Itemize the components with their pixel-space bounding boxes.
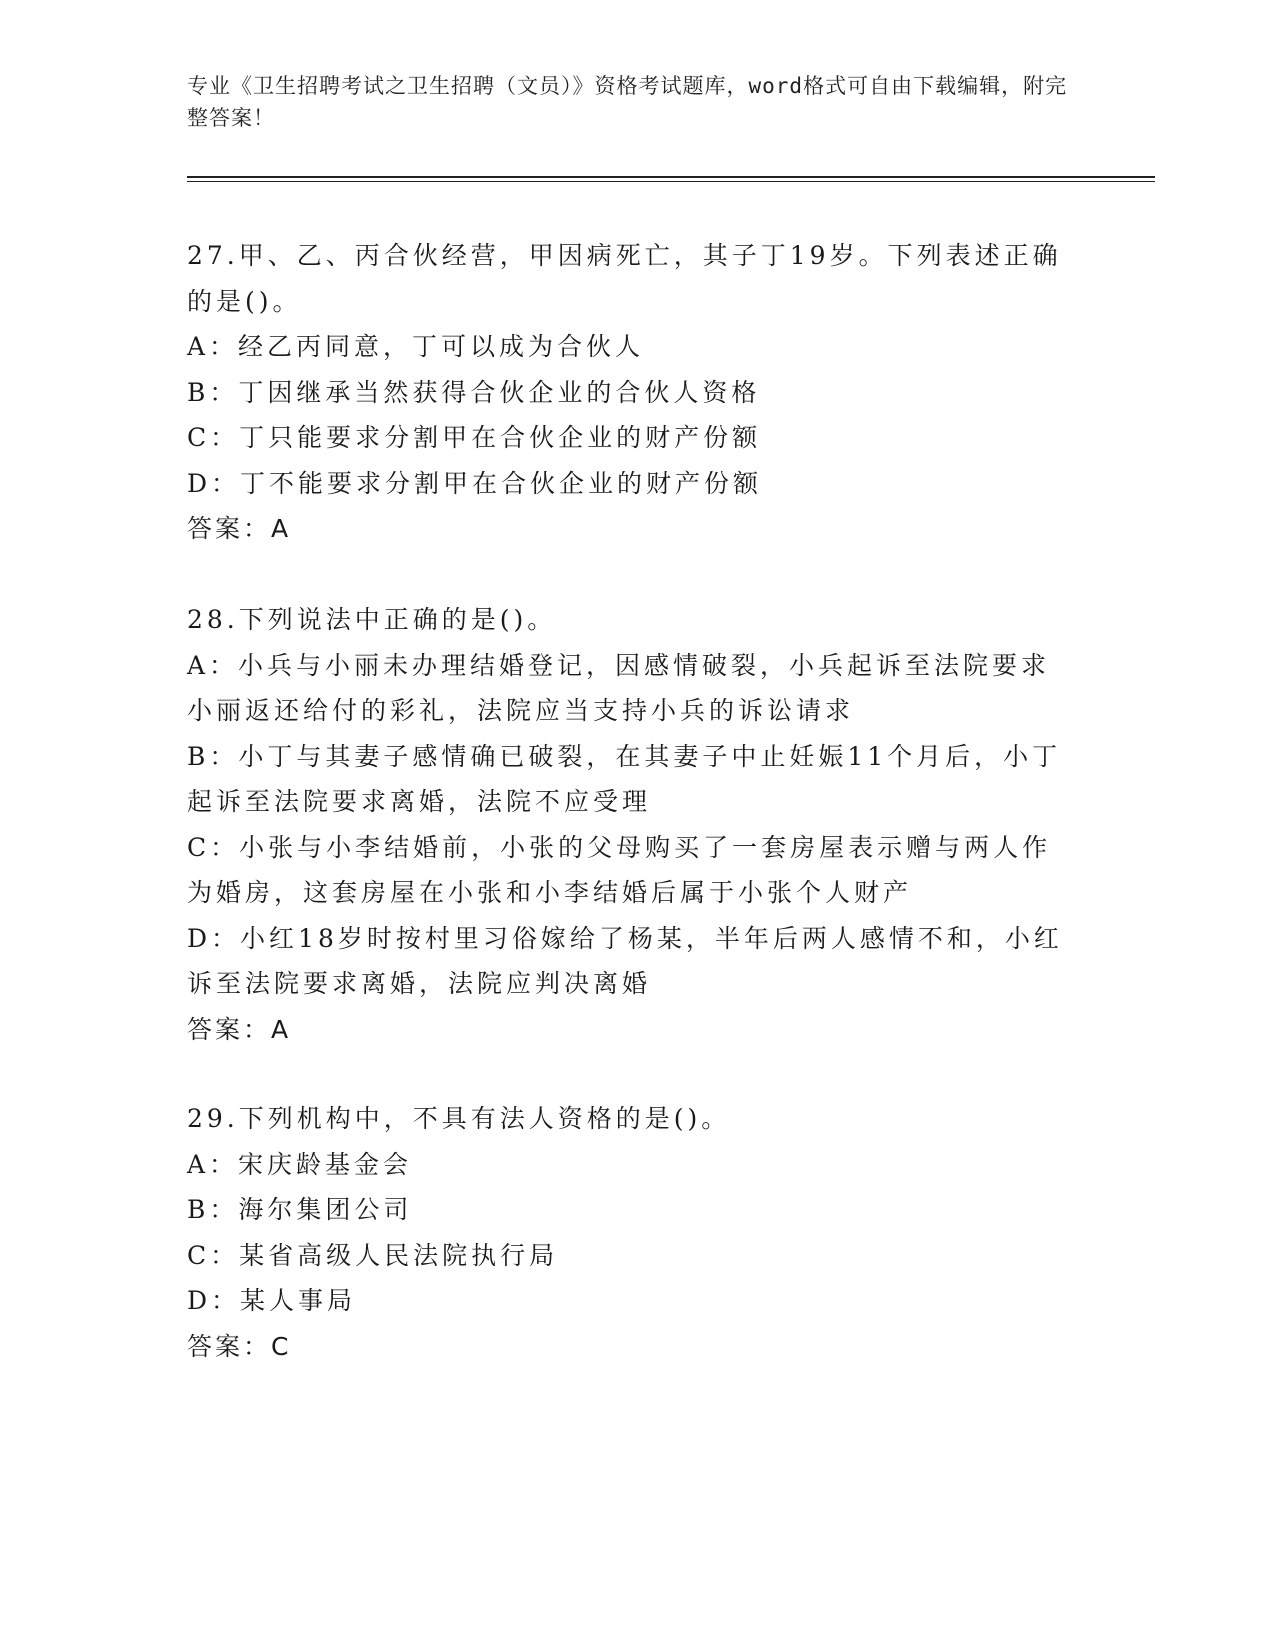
option-b: B：丁因继承当然获得合伙企业的合伙人资格	[187, 377, 761, 407]
question-27	[187, 233, 1072, 552]
option-a: A：经乙丙同意，丁可以成为合伙人	[187, 332, 645, 361]
option-d: D：某人事局	[187, 1286, 357, 1315]
answer-line: 答案：A	[187, 514, 292, 543]
option-a: A：小兵与小丽未办理结婚登记，因感情破裂，小兵起诉至法院要求小丽返还给付的彩礼，法院应当支持小兵的诉讼请求	[187, 650, 1051, 725]
option-c: C：某省高级人民法院执行局	[187, 1240, 559, 1270]
document-header	[187, 70, 1077, 134]
header-divider-thin	[187, 181, 1155, 182]
question-29	[187, 1096, 1072, 1369]
option-c: C：小张与小李结婚前，小张的父母购买了一套房屋表示赠与两人作为婚房，这套房屋在小张和小李结婚后属于小张个人财产	[187, 832, 1052, 907]
answer-line: 答案：A	[187, 1014, 292, 1044]
header-divider-thick	[187, 176, 1155, 178]
answer-line: 答案：C	[187, 1331, 292, 1361]
option-d: D：小红18岁时按村里习俗嫁给了杨某，半年后两人感情不和，小红诉至法院要求离婚，法院应判决离婚	[187, 923, 1063, 998]
option-b: B：小丁与其妻子感情确已破裂，在其妻子中止妊娠11个月后，小丁起诉至法院要求离婚，法院不应受理	[187, 741, 1062, 816]
question-stem: 27.甲、乙、丙合伙经营，甲因病死亡，其子丁19岁。下列表述正确的是()。	[187, 241, 1062, 316]
question-28	[187, 597, 1072, 1052]
question-stem: 29.下列机构中，不具有法人资格的是()。	[187, 1104, 731, 1133]
option-d: D：丁不能要求分割甲在合伙企业的财产份额	[187, 468, 763, 498]
option-c: C：丁只能要求分割甲在合伙企业的财产份额	[187, 423, 762, 452]
option-b: B：海尔集团公司	[187, 1195, 413, 1224]
header-text: 专业《卫生招聘考试之卫生招聘（文员）》资格考试题库，word格式可自由下载编辑，附完整答案！	[187, 74, 1068, 130]
option-a: A：宋庆龄基金会	[187, 1149, 413, 1179]
question-stem: 28.下列说法中正确的是()。	[187, 605, 557, 634]
